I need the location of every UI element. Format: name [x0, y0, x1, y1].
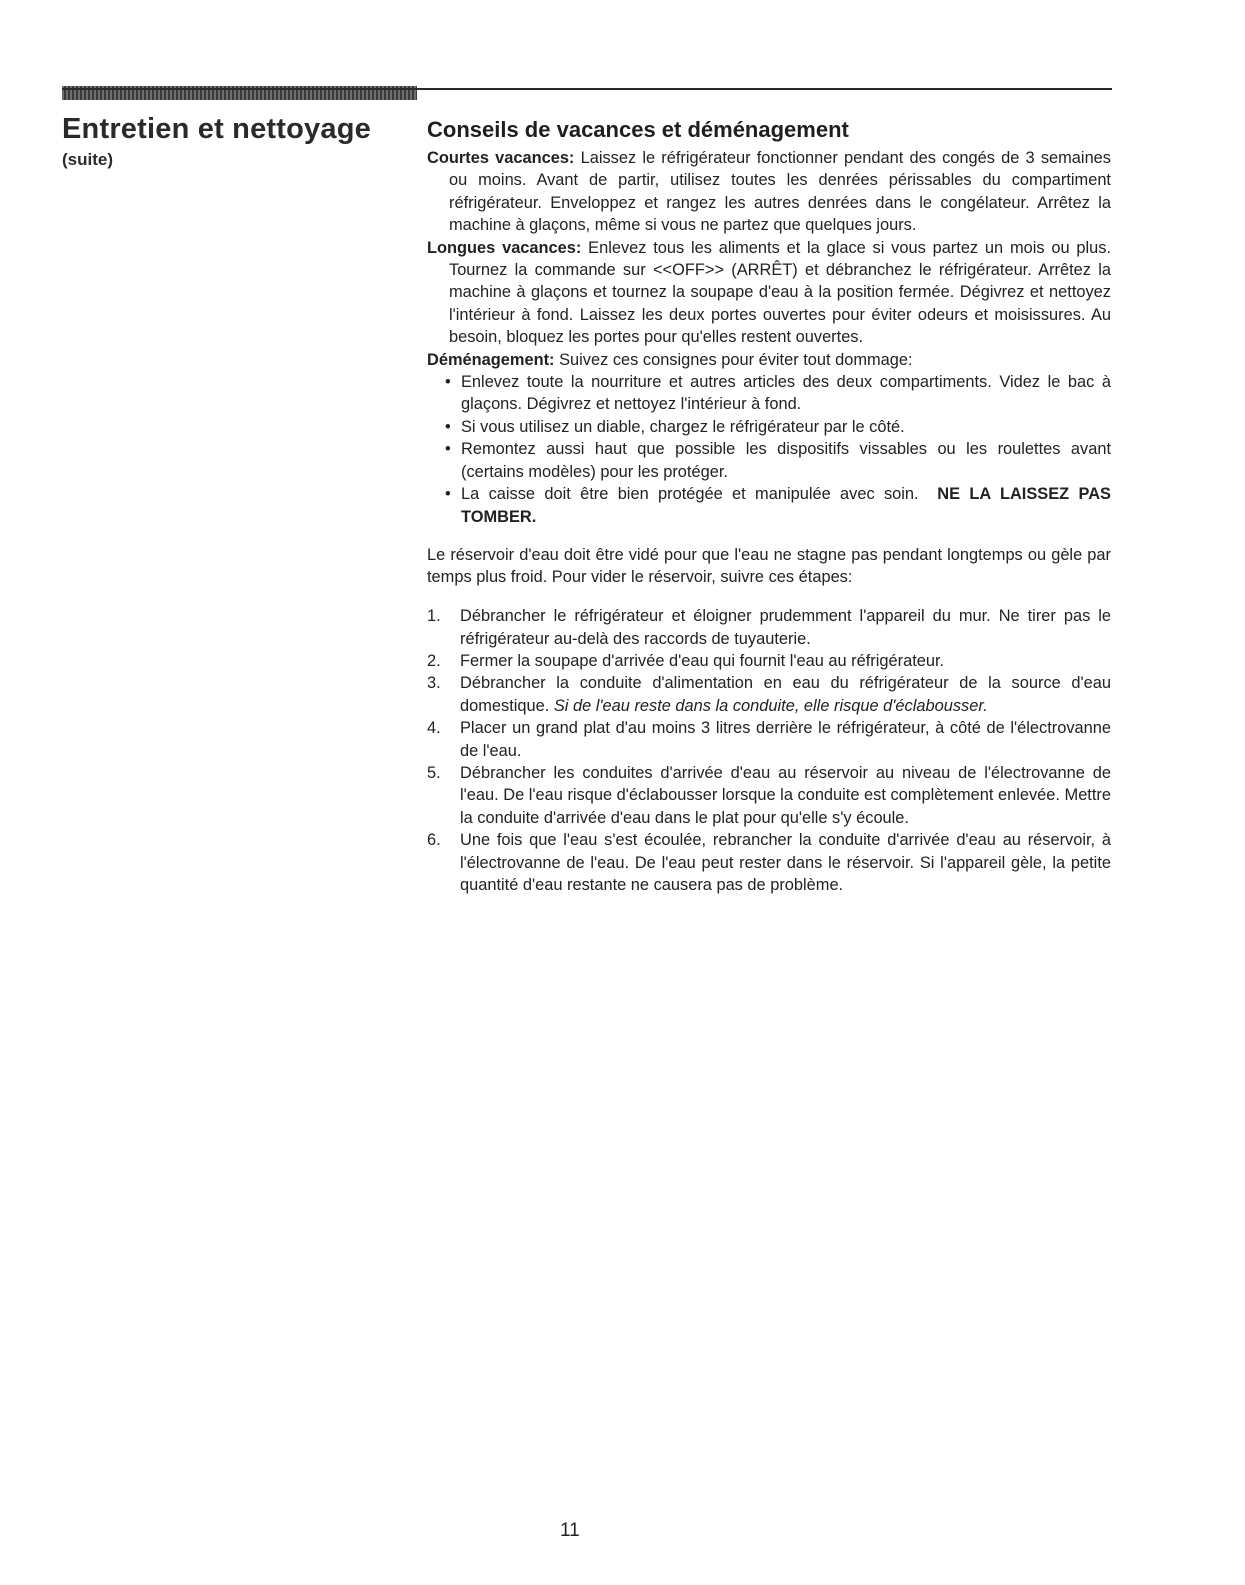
- section-title: Conseils de vacances et déménagement: [427, 117, 849, 142]
- moving-term: Déménagement:: [427, 350, 555, 369]
- long-vacation-paragraph: [427, 237, 1111, 349]
- main-content: [427, 112, 1111, 896]
- step-note: Si de l'eau reste dans la conduite, elle risque d'éclabousser.: [553, 696, 988, 715]
- step-number: 1.: [427, 607, 441, 626]
- list-item: • Enlevez toute la nourriture et autres articles des deux compartiments. Videz le bac à glaçons. Dégivrez et nettoyez l'intérieur à fond.: [445, 371, 1111, 416]
- step-item: [427, 717, 1111, 762]
- list-item: • Si vous utilisez un diable, chargez le réfrigérateur par le côté.: [445, 416, 1111, 438]
- step-text: Débrancher les conduites d'arrivée d'eau au réservoir au niveau de l'électrovanne de l'eau. De l'eau risque d'éclabousser lorsque la conduite est complètement enlevée. Mettre la conduite d'arrivée d'eau dans le plat pour qu'elle s'y écoule.: [460, 763, 1111, 827]
- step-text: Débrancher la conduite d'alimentation en eau du réfrigérateur de la source d'eau domestique.: [460, 674, 1111, 715]
- step-text: Débrancher le réfrigérateur et éloigner prudemment l'appareil du mur. Ne tirer pas le réfrigérateur au-delà des raccords de tuyauterie.: [460, 607, 1111, 648]
- step-text: Une fois que l'eau s'est écoulée, rebrancher la conduite d'arrivée d'eau au réservoir, à l'électrovanne de l'eau. De l'eau peut rester dans le réservoir. Si l'appareil gèle, la petite quantité d'eau restante ne causera pas de problème.: [460, 831, 1111, 894]
- long-vacation-term: Longues vacances:: [427, 238, 582, 257]
- step-number: 5.: [427, 763, 441, 782]
- moving-paragraph: [427, 349, 1111, 371]
- step-number: 2.: [427, 651, 441, 670]
- page-number: 11: [560, 1520, 580, 1541]
- short-vacation-text: Laissez le réfrigérateur fonctionner pendant des congés de 3 semaines ou moins. Avant de partir, utilisez toutes les denrées périssables du compartiment réfrigérateur. Enveloppez et rangez les autres denrées dans le congélateur. Arrêtez la machine à glaçons, même si vous ne partez que quelques jours.: [449, 149, 1111, 235]
- step-item: [427, 672, 1111, 717]
- page-header: [62, 112, 412, 170]
- step-number: 4.: [427, 719, 441, 738]
- short-vacation-paragraph: [427, 147, 1111, 237]
- header-rule-line: [62, 88, 1112, 90]
- reservoir-steps: [427, 605, 1111, 896]
- warning-text: NE LA LAISSEZ PAS TOMBER.: [461, 485, 1111, 526]
- page-title: Entretien et nettoyage: [62, 113, 371, 145]
- step-item: [427, 605, 1111, 650]
- reservoir-intro: Le réservoir d'eau doit être vidé pour que l'eau ne stagne pas pendant longtemps ou gèle par temps plus froid. Pour vider le réservoir, suivre ces étapes:: [427, 545, 1111, 587]
- list-item: • La caisse doit être bien protégée et manipulée avec soin. NE LA LAISSEZ PAS TOMBER.: [445, 483, 1111, 528]
- step-item: [427, 762, 1111, 829]
- page-subtitle: (suite): [62, 150, 113, 169]
- short-vacation-term: Courtes vacances:: [427, 149, 575, 167]
- step-number: 3.: [427, 674, 441, 693]
- step-text: Fermer la soupape d'arrivée d'eau qui fournit l'eau au réfrigérateur.: [460, 651, 945, 670]
- moving-text: Suivez ces consignes pour éviter tout dommage:: [554, 350, 913, 369]
- step-text: Placer un grand plat d'au moins 3 litres derrière le réfrigérateur, à côté de l'électrovanne de l'eau.: [460, 719, 1111, 760]
- step-number: 6.: [427, 831, 441, 850]
- moving-bullet-list: [427, 371, 1111, 528]
- step-item: [427, 829, 1111, 896]
- list-item: • Remontez aussi haut que possible les dispositifs vissables ou les roulettes avant (certains modèles) pour les protéger.: [445, 438, 1111, 483]
- step-item: [427, 650, 1111, 672]
- long-vacation-text: Enlevez tous les aliments et la glace si vous partez un mois ou plus. Tournez la commande sur <<OFF>> (ARRÊT) et débranchez le réfrigérateur. Arrêtez la machine à glaçons et tournez la soupape d'eau à la position fermée. Dégivrez et nettoyez l'intérieur à fond. Laissez les deux portes ouvertes pour éviter odeurs et moisissures. Au besoin, bloquez les portes pour qu'elles restent ouvertes.: [449, 238, 1111, 347]
